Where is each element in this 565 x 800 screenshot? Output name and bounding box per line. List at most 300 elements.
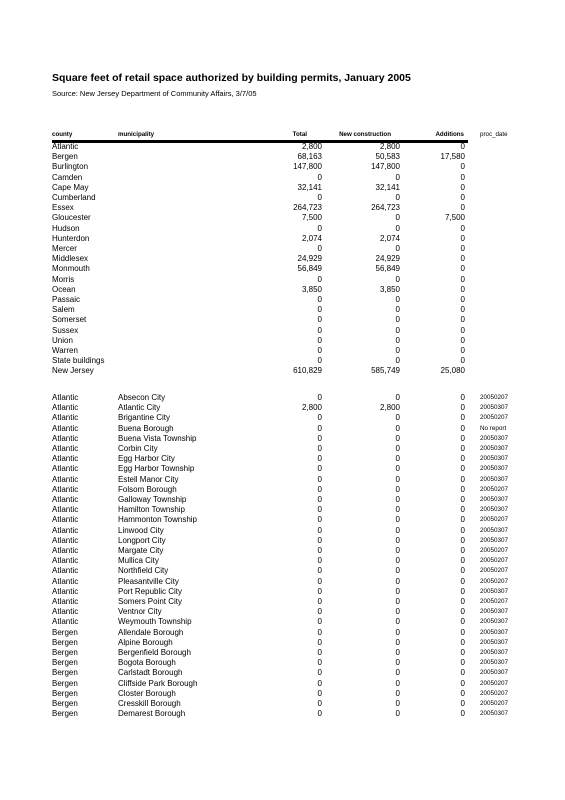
cell-new-construction: 0 [395, 505, 400, 515]
cell-county: Atlantic [52, 393, 79, 402]
cell-proc-date: 20050307 [480, 455, 509, 463]
cell-total: 0 [317, 464, 322, 474]
cell-new-construction: 0 [395, 688, 400, 698]
cell-total: 0 [317, 325, 322, 335]
cell-new-construction: 0 [395, 637, 400, 647]
cell-additions: 0 [460, 254, 465, 264]
cell-county: Cape May [52, 182, 89, 192]
cell-municipality: Linwood City [118, 525, 164, 535]
county-summary-row [52, 193, 528, 203]
municipality-row [52, 648, 528, 658]
cell-county: Atlantic [52, 454, 79, 464]
cell-total: 0 [317, 709, 322, 719]
municipality-row [52, 505, 528, 515]
cell-new-construction: 0 [395, 484, 400, 494]
cell-county: Atlantic [52, 464, 79, 474]
cell-municipality: Alpine Borough [118, 637, 173, 647]
cell-total: 0 [317, 525, 322, 535]
report-title: Square feet of retail space authorized by building permits, January 2005 [52, 72, 411, 84]
cell-total: 0 [317, 335, 322, 345]
municipality-row [52, 515, 528, 525]
cell-county: Atlantic [52, 617, 79, 627]
cell-proc-date: 20050307 [480, 638, 509, 646]
cell-municipality: Cliffside Park Borough [118, 678, 198, 688]
cell-municipality: Somers Point City [118, 597, 183, 606]
cell-additions: 0 [460, 444, 465, 453]
cell-additions: 0 [460, 688, 465, 698]
cell-additions: 0 [460, 423, 465, 433]
cell-additions: 0 [460, 709, 465, 719]
cell-new-construction: 0 [395, 617, 400, 627]
municipality-row [52, 444, 528, 454]
cell-new-construction: 32,141 [375, 182, 400, 192]
cell-additions: 25,080 [440, 366, 465, 376]
cell-new-construction: 0 [395, 699, 400, 708]
cell-proc-date: 20050307 [480, 608, 509, 616]
cell-additions: 0 [460, 203, 465, 213]
cell-total: 0 [317, 495, 322, 504]
cell-new-construction: 264,723 [371, 203, 400, 213]
municipality-row [52, 628, 528, 638]
cell-total: 0 [317, 627, 322, 637]
cell-county: Atlantic [52, 433, 79, 443]
cell-new-construction: 0 [395, 413, 400, 423]
cell-new-construction: 0 [395, 213, 400, 223]
cell-municipality: Margate City [118, 546, 164, 555]
cell-new-construction: 0 [395, 393, 400, 402]
cell-new-construction: 0 [395, 586, 400, 596]
cell-county: Bergen [52, 648, 78, 657]
county-summary-row [52, 346, 528, 356]
cell-new-construction: 0 [395, 325, 400, 335]
cell-new-construction: 0 [395, 223, 400, 233]
cell-new-construction: 0 [395, 172, 400, 182]
cell-new-construction: 0 [395, 193, 400, 202]
county-summary-row [52, 162, 528, 172]
cell-total: 3,850 [301, 284, 322, 294]
cell-total: 0 [317, 423, 322, 433]
cell-proc-date: 20050207 [480, 485, 509, 493]
cell-proc-date: 20050307 [480, 526, 509, 534]
cell-county: Atlantic [52, 597, 79, 606]
cell-additions: 0 [460, 515, 465, 525]
cell-municipality: Folsom Borough [118, 484, 177, 494]
cell-county: Atlantic [52, 484, 79, 494]
cell-county: Bergen [52, 709, 78, 719]
cell-proc-date: 20050207 [480, 547, 509, 554]
cell-total: 0 [317, 515, 322, 525]
cell-additions: 17,580 [440, 152, 465, 162]
cell-additions: 0 [460, 586, 465, 596]
cell-additions: 0 [460, 295, 465, 304]
cell-additions: 0 [460, 658, 465, 668]
cell-new-construction: 0 [395, 709, 400, 719]
cell-additions: 0 [460, 142, 465, 151]
cell-additions: 0 [460, 346, 465, 355]
cell-municipality: Port Republic City [118, 586, 183, 596]
cell-additions: 0 [460, 223, 465, 233]
cell-additions: 7,500 [444, 213, 465, 223]
county-summary-row [52, 264, 528, 274]
cell-proc-date: 20050207 [480, 567, 509, 575]
cell-municipality: Atlantic City [118, 403, 161, 413]
cell-county: Camden [52, 172, 83, 182]
cell-county: Bergen [52, 688, 78, 698]
cell-new-construction: 0 [395, 627, 400, 637]
table-header [52, 131, 528, 140]
cell-county: Hunterdon [52, 233, 90, 243]
cell-total: 0 [317, 295, 322, 304]
cell-county: State buildings [52, 356, 105, 366]
cell-total: 0 [317, 356, 322, 366]
cell-total: 32,141 [297, 182, 322, 192]
cell-proc-date: 20050307 [480, 434, 509, 442]
cell-total: 0 [317, 576, 322, 586]
header-municipality: municipality [118, 131, 155, 138]
header-total: Total [292, 131, 307, 138]
cell-county: Union [52, 335, 73, 345]
county-summary-row [52, 315, 528, 325]
cell-county: Atlantic [52, 566, 79, 576]
cell-new-construction: 147,800 [371, 162, 400, 172]
municipality-row [52, 699, 528, 709]
cell-county: Salem [52, 305, 75, 315]
cell-county: Atlantic [52, 607, 79, 617]
cell-total: 0 [317, 607, 322, 617]
cell-new-construction: 0 [395, 305, 400, 315]
cell-municipality: Hamilton Township [118, 505, 185, 515]
cell-new-construction: 56,849 [375, 264, 400, 274]
municipality-row [52, 679, 528, 689]
cell-new-construction: 0 [395, 335, 400, 345]
cell-county: Atlantic [52, 413, 79, 423]
cell-municipality: Bergenfield Borough [118, 648, 191, 657]
cell-additions: 0 [460, 393, 465, 402]
cell-county: Atlantic [52, 505, 79, 515]
cell-municipality: Closter Borough [118, 688, 176, 698]
cell-additions: 0 [460, 454, 465, 464]
header-new-construction: New construction [339, 131, 391, 138]
municipality-row [52, 413, 528, 423]
cell-county: Passaic [52, 295, 81, 304]
cell-additions: 0 [460, 576, 465, 586]
cell-total: 0 [317, 688, 322, 698]
cell-new-construction: 0 [395, 515, 400, 525]
cell-total: 2,800 [301, 403, 322, 413]
municipality-row [52, 464, 528, 474]
cell-new-construction: 0 [395, 668, 400, 678]
cell-new-construction: 2,800 [379, 142, 400, 151]
cell-total: 0 [317, 505, 322, 515]
municipality-row [52, 424, 528, 434]
cell-additions: 0 [460, 284, 465, 294]
cell-proc-date: 20050207 [480, 679, 509, 687]
header-additions: Additions [435, 131, 464, 138]
county-summary-row [52, 203, 528, 213]
cell-additions: 0 [460, 433, 465, 443]
cell-total: 0 [317, 454, 322, 464]
cell-proc-date: 20050307 [480, 669, 509, 677]
cell-new-construction: 0 [395, 274, 400, 284]
cell-additions: 0 [460, 627, 465, 637]
county-summary-row [52, 285, 528, 295]
cell-county: Atlantic [52, 576, 79, 586]
cell-county: Middlesex [52, 254, 89, 264]
cell-total: 0 [317, 535, 322, 545]
cell-total: 0 [317, 444, 322, 453]
cell-total: 0 [317, 315, 322, 325]
cell-total: 0 [317, 658, 322, 668]
cell-new-construction: 0 [395, 244, 400, 253]
cell-county: Bergen [52, 658, 78, 668]
cell-new-construction: 0 [395, 546, 400, 555]
cell-total: 0 [317, 484, 322, 494]
cell-additions: 0 [460, 244, 465, 253]
cell-county: Sussex [52, 325, 79, 335]
cell-new-construction: 585,749 [371, 366, 400, 376]
municipality-row [52, 434, 528, 444]
cell-total: 7,500 [301, 213, 322, 223]
county-summary-row [52, 254, 528, 264]
cell-additions: 0 [460, 325, 465, 335]
cell-municipality: Cresskill Borough [118, 699, 181, 708]
cell-additions: 0 [460, 505, 465, 515]
cell-additions: 0 [460, 193, 465, 202]
cell-additions: 0 [460, 617, 465, 627]
cell-new-construction: 24,929 [375, 254, 400, 264]
cell-municipality: Galloway Township [118, 495, 187, 504]
cell-total: 24,929 [297, 254, 322, 264]
cell-county: Morris [52, 274, 75, 284]
cell-county: Warren [52, 346, 78, 355]
cell-county: Essex [52, 203, 74, 213]
cell-additions: 0 [460, 335, 465, 345]
cell-county: Bergen [52, 627, 78, 637]
cell-county: Hudson [52, 223, 80, 233]
cell-new-construction: 0 [395, 678, 400, 688]
cell-new-construction: 0 [395, 597, 400, 606]
cell-total: 0 [317, 223, 322, 233]
cell-additions: 0 [460, 546, 465, 555]
cell-additions: 0 [460, 556, 465, 566]
cell-additions: 0 [460, 699, 465, 708]
cell-municipality: Buena Vista Township [118, 433, 197, 443]
cell-new-construction: 0 [395, 607, 400, 617]
municipality-row [52, 577, 528, 587]
municipality-row [52, 526, 528, 536]
cell-new-construction: 0 [395, 315, 400, 325]
county-summary-row [52, 275, 528, 285]
cell-new-construction: 0 [395, 525, 400, 535]
cell-additions: 0 [460, 678, 465, 688]
county-summary-row [52, 173, 528, 183]
cell-total: 0 [317, 244, 322, 253]
cell-total: 0 [317, 648, 322, 657]
municipality-row [52, 668, 528, 678]
municipality-row [52, 709, 528, 719]
cell-county: Mercer [52, 244, 77, 253]
cell-county: Bergen [52, 668, 78, 678]
cell-total: 0 [317, 678, 322, 688]
cell-county: Atlantic [52, 444, 79, 453]
cell-additions: 0 [460, 182, 465, 192]
municipality-row [52, 393, 528, 403]
county-summary-row [52, 183, 528, 193]
cell-total: 0 [317, 668, 322, 678]
cell-proc-date: 20050307 [480, 710, 509, 718]
cell-new-construction: 0 [395, 444, 400, 453]
municipality-row [52, 587, 528, 597]
cell-county: Somerset [52, 315, 87, 325]
cell-additions: 0 [460, 607, 465, 617]
cell-proc-date: 20050307 [480, 587, 509, 595]
cell-proc-date: 20050307 [480, 445, 509, 452]
county-summary-row [52, 152, 528, 162]
cell-additions: 0 [460, 172, 465, 182]
municipality-row [52, 689, 528, 699]
cell-proc-date: 20050307 [480, 496, 509, 503]
municipality-row [52, 638, 528, 648]
cell-new-construction: 0 [395, 346, 400, 355]
cell-county: Monmouth [52, 264, 90, 274]
municipality-row [52, 556, 528, 566]
municipality-row [52, 597, 528, 607]
cell-municipality: Brigantine City [118, 413, 171, 423]
cell-county: Atlantic [52, 535, 79, 545]
cell-additions: 0 [460, 356, 465, 366]
cell-total: 0 [317, 172, 322, 182]
cell-total: 610,829 [293, 366, 322, 376]
cell-county: Cumberland [52, 193, 96, 202]
cell-total: 0 [317, 546, 322, 555]
cell-total: 0 [317, 413, 322, 423]
report-source: Source: New Jersey Department of Community Affairs, 3/7/05 [52, 89, 257, 98]
cell-county: Ocean [52, 284, 76, 294]
cell-additions: 0 [460, 274, 465, 284]
cell-total: 2,074 [301, 233, 322, 243]
cell-additions: 0 [460, 264, 465, 274]
cell-county: Bergen [52, 678, 78, 688]
cell-municipality: Weymouth Township [118, 617, 192, 627]
cell-total: 0 [317, 699, 322, 708]
cell-new-construction: 0 [395, 658, 400, 668]
cell-proc-date: 20050207 [480, 557, 509, 565]
cell-proc-date: 20050307 [480, 506, 509, 514]
cell-total: 56,849 [297, 264, 322, 274]
cell-municipality: Egg Harbor Township [118, 464, 195, 474]
cell-municipality: Carlstadt Borough [118, 668, 183, 678]
cell-county: Atlantic [52, 525, 79, 535]
cell-proc-date: 20050207 [480, 700, 509, 707]
cell-new-construction: 0 [395, 566, 400, 576]
municipality-row [52, 658, 528, 668]
cell-proc-date: 20050207 [480, 394, 509, 401]
cell-total: 2,800 [301, 142, 322, 151]
cell-proc-date: No report [480, 424, 507, 432]
cell-new-construction: 0 [395, 295, 400, 304]
county-summary-row [52, 356, 528, 366]
cell-proc-date: 20050307 [480, 628, 509, 636]
cell-total: 0 [317, 346, 322, 355]
cell-proc-date: 20050307 [480, 404, 509, 412]
county-summary-row [52, 234, 528, 244]
cell-municipality: Bogota Borough [118, 658, 176, 668]
municipality-row [52, 607, 528, 617]
county-summary-row [52, 336, 528, 346]
municipality-row [52, 475, 528, 485]
municipality-row [52, 485, 528, 495]
cell-total: 0 [317, 193, 322, 202]
cell-municipality: Pleasantville City [118, 576, 179, 586]
cell-county: Gloucester [52, 213, 91, 223]
cell-new-construction: 0 [395, 495, 400, 504]
county-summary-row [52, 224, 528, 234]
cell-proc-date: 20050307 [480, 618, 509, 626]
municipality-row [52, 617, 528, 627]
cell-additions: 0 [460, 474, 465, 484]
cell-additions: 0 [460, 413, 465, 423]
cell-municipality: Estell Manor City [118, 474, 179, 484]
cell-total: 0 [317, 474, 322, 484]
cell-total: 0 [317, 433, 322, 443]
municipality-row [52, 403, 528, 413]
municipality-row [52, 495, 528, 505]
cell-additions: 0 [460, 484, 465, 494]
cell-municipality: Egg Harbor City [118, 454, 175, 464]
cell-additions: 0 [460, 464, 465, 474]
county-summary-row [52, 142, 528, 152]
municipality-row [52, 566, 528, 576]
cell-county: Atlantic [52, 403, 79, 413]
county-summary-row [52, 295, 528, 305]
cell-county: Atlantic [52, 423, 79, 433]
cell-additions: 0 [460, 648, 465, 657]
cell-municipality: Northfield City [118, 566, 169, 576]
cell-additions: 0 [460, 597, 465, 606]
cell-additions: 0 [460, 566, 465, 576]
cell-proc-date: 20050307 [480, 465, 509, 473]
cell-new-construction: 2,800 [379, 403, 400, 413]
cell-new-construction: 0 [395, 423, 400, 433]
cell-county: New Jersey [52, 366, 94, 376]
cell-municipality: Hammonton Township [118, 515, 198, 525]
cell-proc-date: 20050207 [480, 516, 509, 524]
cell-county: Atlantic [52, 586, 79, 596]
cell-additions: 0 [460, 233, 465, 243]
cell-new-construction: 0 [395, 576, 400, 586]
cell-additions: 0 [460, 315, 465, 325]
cell-total: 68,163 [297, 152, 322, 162]
cell-total: 0 [317, 586, 322, 596]
cell-additions: 0 [460, 637, 465, 647]
cell-total: 0 [317, 637, 322, 647]
header-county: county [52, 131, 73, 138]
cell-new-construction: 2,074 [379, 233, 400, 243]
cell-new-construction: 0 [395, 454, 400, 464]
cell-proc-date: 20050207 [480, 414, 509, 422]
cell-county: Bergen [52, 699, 78, 708]
cell-county: Bergen [52, 637, 78, 647]
cell-total: 0 [317, 393, 322, 402]
cell-county: Atlantic [52, 515, 79, 525]
cell-proc-date: 20050307 [480, 649, 509, 656]
cell-municipality: Corbin City [118, 444, 158, 453]
cell-additions: 0 [460, 403, 465, 413]
cell-new-construction: 0 [395, 464, 400, 474]
cell-additions: 0 [460, 305, 465, 315]
cell-new-construction: 0 [395, 356, 400, 366]
cell-total: 0 [317, 274, 322, 284]
